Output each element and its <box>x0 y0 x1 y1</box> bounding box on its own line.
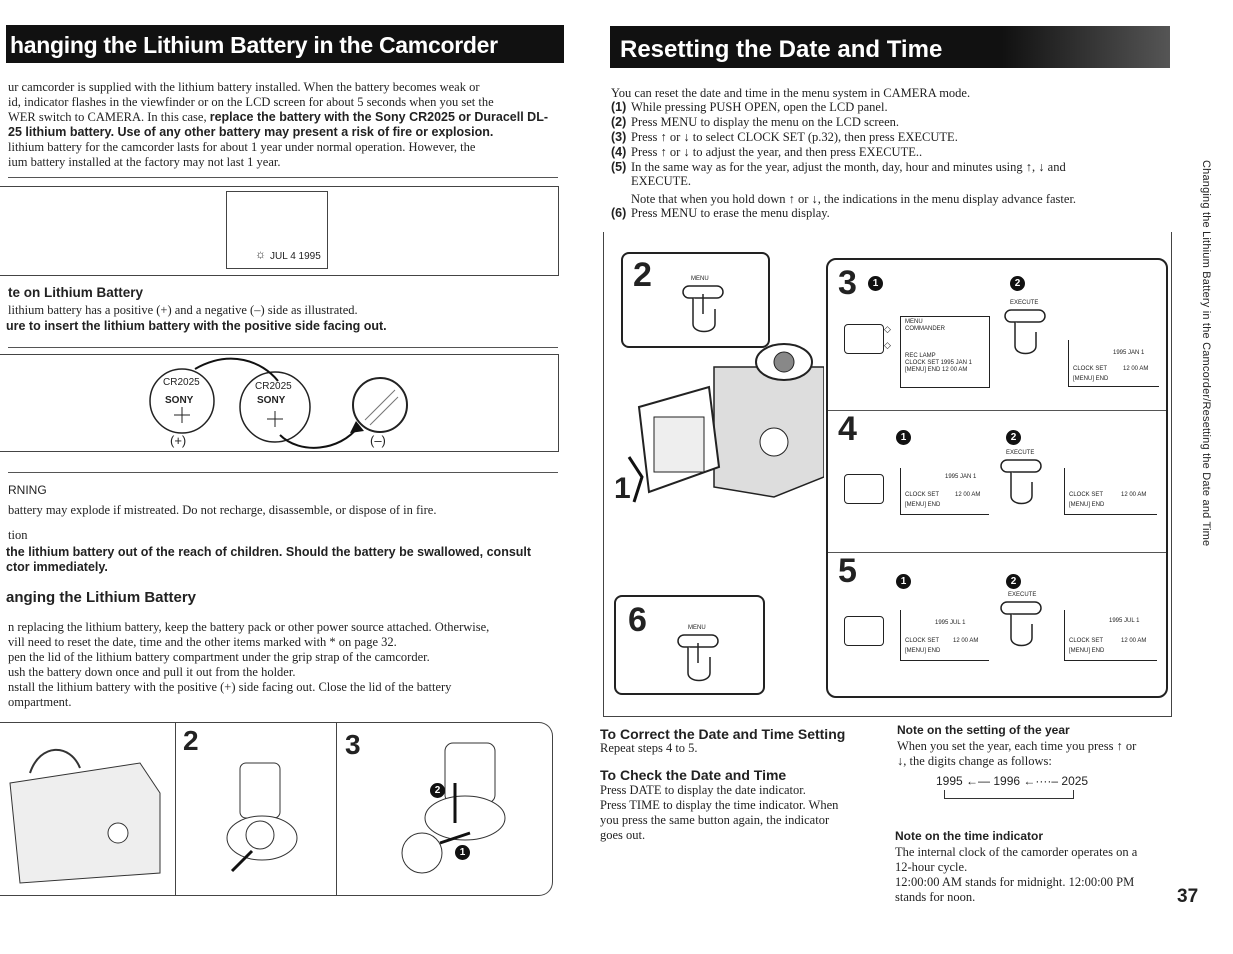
battery-model-reversed: CR2025 <box>255 381 292 392</box>
lithium-warning-icon: ☼ <box>255 247 266 261</box>
lcd-figure <box>0 186 559 276</box>
lcd-date-readout: JUL 4 1995 <box>270 251 321 262</box>
step-6: (6) Press MENU to erase the menu display. <box>611 206 830 220</box>
clock-screen: 1995 JUL 1 CLOCK SET 12 00 AM [MENU] END <box>1064 610 1157 661</box>
step-1: (1) While pressing PUSH OPEN, open the LCD panel. <box>611 100 888 114</box>
year-cycle: 1995 ←— 1996 ←····– 2025 <box>936 774 1089 788</box>
time-note-heading: Note on the time indicator <box>895 829 1044 843</box>
clock-screen: 1995 JAN 1 CLOCK SET 12 00 AM [MENU] END <box>900 468 989 515</box>
step-5-cont: EXECUTE. <box>631 174 692 188</box>
correct-heading: To Correct the Date and Time Setting <box>600 726 846 742</box>
replace-figure <box>0 722 553 896</box>
battery-intro: ur camcorder is supplied with the lithium battery installed. When the battery becomes weak or id, indicator flashes in the viewfinder or on the LCD screen for about 5 seconds when you set the WER switch to CAMERA. In this case, replace the battery with the Sony CR2025 or Duracell DL- 25 lithium battery. Use of any other battery may present a risk of fire or explosion. lithium battery for the camcorder lasts for about 1 year under normal operation. However, the ium battery installed at the factory may not last 1 year. <box>8 80 549 169</box>
section-rule <box>8 347 558 348</box>
up-down-keys <box>844 324 884 354</box>
time-note-text: The internal clock of the camorder operates on a 12-hour cycle. 12:00:00 AM stands for midnight. 12:00:00 PM stands for noon. <box>895 845 1138 904</box>
panel3-circle-2: 2 <box>1010 276 1025 291</box>
left-page-title: hanging the Lithium Battery in the Camcorder <box>6 25 564 63</box>
clock-screen: CLOCK SET 12 00 AM [MENU] END <box>1064 468 1157 515</box>
year-note-text: When you set the year, each time you press ↑ or ↓, the digits change as follows: <box>897 739 1137 768</box>
correct-text: Repeat steps 4 to 5. <box>600 741 698 755</box>
panel-3-5: 3 1 2 ◇ ◇ MENU COMMANDER REC LAMP CLOCK SET 1995 JAN 1 [MENU] END 12 00 AM EXECUTE 1995 JAN 1 CLOCK SET 12 00 AM [MENU] END 4 1 2 1995 JAN 1 CLOCK SET 12 00 AM [MENU] END EXECUTE CLOCK SET 12 00 AM [MENU] END 5 1 2 1995 JUL 1 CLOCK SET 12 00 AM [MENU] END EXECUTE 1995 JUL 1 CLOCK SET 12 00 AM [MENU] END <box>826 258 1168 698</box>
note-line: lithium battery has a positive (+) and a negative (–) side as illustrated. <box>8 303 358 317</box>
up-down-keys <box>844 616 884 646</box>
panel4-circle-2: 2 <box>1006 430 1021 445</box>
fig-step-2: 2 <box>183 725 199 756</box>
reset-intro: You can reset the date and time in the menu system in CAMERA mode. <box>611 86 971 100</box>
note-heading: te on Lithium Battery <box>8 285 144 300</box>
side-tab: Changing the Lithium Battery in the Camcorder/Resetting the Date and Time <box>1200 160 1212 547</box>
panel5-circle-2: 2 <box>1006 574 1021 589</box>
right-page-title: Resetting the Date and Time <box>610 26 1170 68</box>
panel4-circle-1: 1 <box>896 430 911 445</box>
panel-num-1: 1 <box>614 472 631 505</box>
changing-instructions: n replacing the lithium battery, keep the battery pack or other power source attached. Otherwise, vill need to reset the date, time and the other items marked with * on page 32. pen the lid of the lithium battery compartment under the grip strap of the camcorder. ush the battery down once and pull it out from the holder. nstall the lithium battery with the positive (+) side facing out. Close the lid of the battery ompartment. <box>8 620 490 709</box>
execute-label: EXECUTE <box>1008 592 1037 598</box>
press-hand-icon <box>616 597 763 693</box>
battery-brand-reversed: SONY <box>257 395 286 406</box>
press-hand-icon <box>996 456 1056 516</box>
clock-screen: 1995 JAN 1 CLOCK SET 12 00 AM [MENU] END <box>1068 340 1159 387</box>
camcorder-illustration <box>624 327 824 527</box>
panel-num-4: 4 <box>838 410 857 448</box>
step-5: (5) In the same way as for the year, adjust the month, day, hour and minutes using ↑, ↓ and <box>611 160 1066 174</box>
menu-screen: MENU COMMANDER REC LAMP CLOCK SET 1995 JAN 1 [MENU] END 12 00 AM <box>900 316 990 388</box>
warning-heading: RNING <box>8 483 47 497</box>
execute-label: EXECUTE <box>1010 300 1039 306</box>
negative-label: (–) <box>370 433 386 448</box>
fig-circle-2: 2 <box>430 783 445 798</box>
press-hand-icon <box>1000 306 1060 366</box>
clock-screen: 1995 JUL 1 CLOCK SET 12 00 AM [MENU] END <box>900 610 989 661</box>
battery-figure <box>0 354 559 452</box>
panel-num-5: 5 <box>838 552 857 590</box>
procedure-diagram <box>603 232 1172 717</box>
battery-brand: SONY <box>165 395 194 406</box>
changing-heading: anging the Lithium Battery <box>6 589 197 606</box>
execute-label: EXECUTE <box>1006 450 1035 456</box>
warning-text: battery may explode if mistreated. Do not recharge, disassemble, or dispose of in fire. <box>8 503 437 517</box>
check-heading: To Check the Date and Time <box>600 767 787 783</box>
up-down-keys <box>844 474 884 504</box>
step-3: (3) Press ↑ or ↓ to select CLOCK SET (p.32), then press EXECUTE. <box>611 130 958 144</box>
panel-2: 2 MENU <box>621 252 770 348</box>
positive-label: (+) <box>170 433 187 448</box>
caution-text-2: ctor immediately. <box>6 560 108 574</box>
caution-text: the lithium battery out of the reach of children. Should the battery be swallowed, consult <box>6 545 532 559</box>
panel-6: 6 MENU <box>614 595 765 695</box>
step-note: Note that when you hold down ↑ or ↓, the indications in the menu display advance faster. <box>631 192 1077 206</box>
check-text: Press DATE to display the date indicator. Press TIME to display the time indicator. When you press the same button again, the indicator goes out. <box>600 783 839 842</box>
panel5-circle-1: 1 <box>896 574 911 589</box>
note-line-bold: ure to insert the lithium battery with the positive side facing out. <box>6 319 387 333</box>
replace-illustration <box>0 723 552 895</box>
page-number: 37 <box>1177 886 1199 907</box>
press-hand-icon <box>996 598 1056 658</box>
battery-model: CR2025 <box>163 377 200 388</box>
fig-circle-1: 1 <box>455 845 470 860</box>
step-4: (4) Press ↑ or ↓ to adjust the year, and then press EXECUTE.. <box>611 145 923 159</box>
year-cycle-loop <box>944 790 1074 799</box>
section-rule <box>8 472 558 473</box>
section-rule <box>8 177 558 178</box>
fig-step-3: 3 <box>345 729 361 760</box>
panel3-circle-1: 1 <box>868 276 883 291</box>
panel-num-3: 3 <box>838 264 857 302</box>
caution-heading: tion <box>8 528 28 542</box>
year-note-heading: Note on the setting of the year <box>897 723 1070 737</box>
step-2: (2) Press MENU to display the menu on the LCD screen. <box>611 115 900 129</box>
